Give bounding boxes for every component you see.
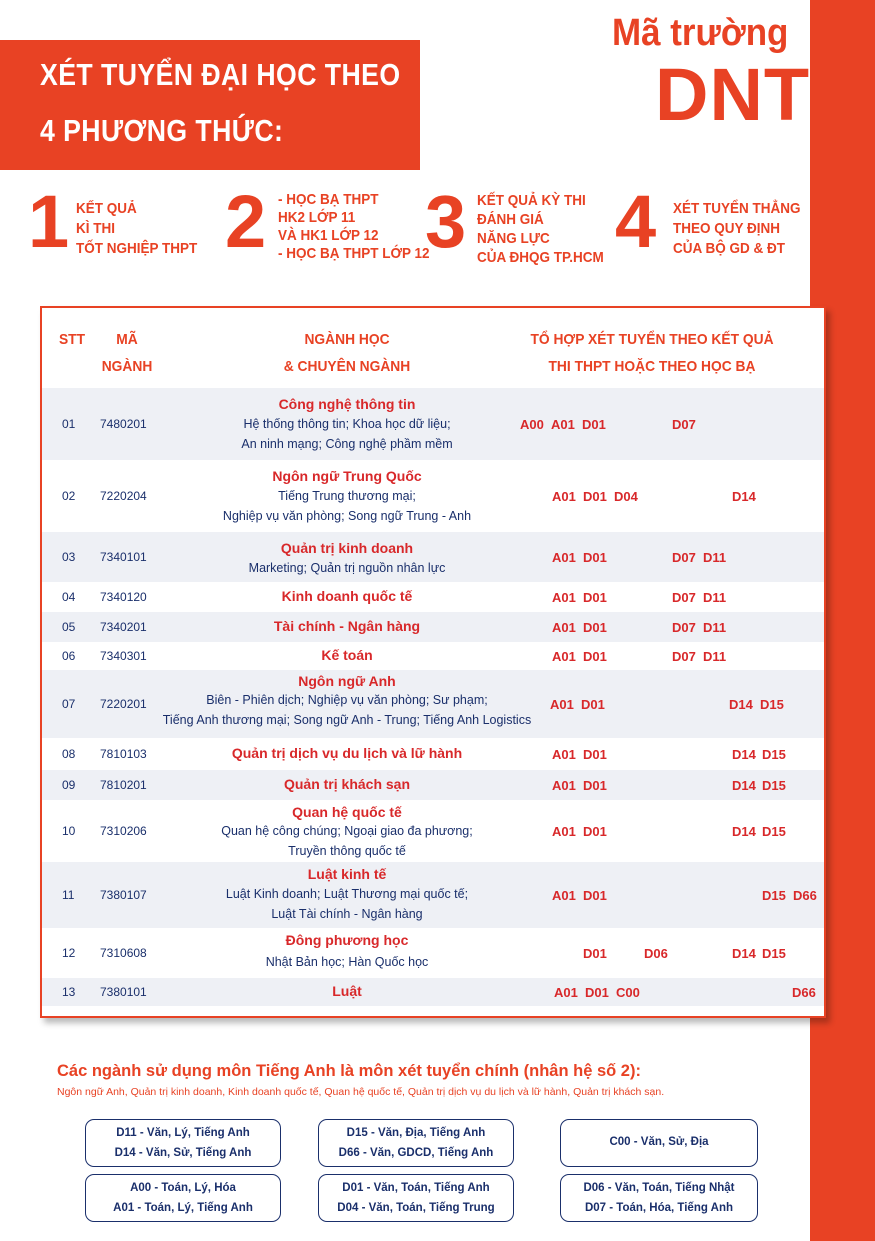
row-specializations: Marketing; Quản trị nguồn nhân lực xyxy=(248,561,446,575)
table-row xyxy=(42,738,824,770)
row-major-code: 7480201 xyxy=(100,417,147,431)
row-combination-code: D15 xyxy=(762,747,786,762)
header-major-name: NGÀNH HỌC & CHUYÊN NGÀNH xyxy=(283,331,411,375)
row-combination-code: D01 xyxy=(583,489,607,504)
row-combination-code: D14 xyxy=(732,747,756,762)
row-specializations: Hệ thống thông tin; Khoa học dữ liệu; xyxy=(243,417,451,431)
row-specializations: Truyền thông quốc tế xyxy=(288,844,406,858)
row-combination-code: A01 xyxy=(552,620,576,635)
row-major-name: Ngôn ngữ Trung Quốc xyxy=(272,468,422,484)
row-major-name: Đông phương học xyxy=(285,932,409,948)
row-combination-code: D15 xyxy=(762,778,786,793)
row-stt: 10 xyxy=(62,824,76,838)
legend-box-d06-d07 xyxy=(560,1174,758,1222)
header-combinations: TỔ HỢP XÉT TUYỂN THEO KẾT QUẢ THI THPT HOẶC THEO HỌC BẠ xyxy=(530,331,774,375)
method-number: 2 xyxy=(225,180,267,263)
legend-line: D11 - Văn, Lý, Tiếng Anh xyxy=(116,1127,250,1139)
method-3 xyxy=(425,180,615,270)
header-title-line1: XÉT TUYỂN ĐẠI HỌC THEO xyxy=(40,57,401,92)
table-row xyxy=(42,388,824,460)
row-combination-code: D01 xyxy=(583,778,607,793)
method-1 xyxy=(28,180,218,270)
row-stt: 09 xyxy=(62,778,76,792)
row-combination-code: D01 xyxy=(583,824,607,839)
row-major-name: Quản trị dịch vụ du lịch và lữ hành xyxy=(231,745,463,761)
row-stt: 11 xyxy=(62,888,75,902)
legend-box-d15-d66 xyxy=(318,1119,514,1167)
row-combination-code: D01 xyxy=(583,550,607,565)
row-major-name: Ngôn ngữ Anh xyxy=(298,673,396,689)
row-major-code: 7380107 xyxy=(100,888,147,902)
row-combination-code: A01 xyxy=(552,649,576,664)
row-combination-code: A01 xyxy=(550,697,574,712)
row-combination-code: D07 xyxy=(672,649,696,664)
row-combination-code: A01 xyxy=(554,985,578,1000)
header-banner xyxy=(0,40,420,170)
row-combination-code: D01 xyxy=(585,985,609,1000)
header-title-line2: 4 PHƯƠNG THỨC: xyxy=(40,113,284,148)
legend-box-c00 xyxy=(560,1119,758,1167)
header-stt: STT xyxy=(58,331,86,348)
method-4 xyxy=(615,180,810,270)
row-stt: 05 xyxy=(62,620,76,634)
row-major-code: 7310608 xyxy=(100,946,147,960)
row-major-name: Luật kinh tế xyxy=(307,866,387,882)
table-row xyxy=(42,532,824,582)
table-row xyxy=(42,800,824,862)
english-weight-note-text: Ngôn ngữ Anh, Quản trị kinh doanh, Kinh doanh quốc tế, Quan hệ quốc tế, Quản trị dịch vụ du lịch và lữ hành, Quản trị khách sạn. xyxy=(57,1086,665,1098)
row-specializations: Tiếng Trung thương mại; xyxy=(278,489,416,503)
legend-line: A00 - Toán, Lý, Hóa xyxy=(130,1182,236,1194)
row-major-name: Kế toán xyxy=(321,647,373,663)
row-major-name: Luật xyxy=(332,983,362,999)
row-stt: 12 xyxy=(62,946,76,960)
row-combination-code: D15 xyxy=(762,946,786,961)
row-major-name: Kinh doanh quốc tế xyxy=(281,588,413,604)
row-combination-code: D14 xyxy=(729,697,753,712)
row-major-name: Tài chính - Ngân hàng xyxy=(273,618,421,634)
row-combination-code: D14 xyxy=(732,824,756,839)
row-major-code: 7310206 xyxy=(100,824,147,838)
table-row xyxy=(42,978,824,1006)
row-combination-code: A01 xyxy=(552,590,576,605)
row-combination-code: A00 xyxy=(520,417,544,432)
row-combination-code: D01 xyxy=(583,946,607,961)
row-combination-code: A01 xyxy=(552,778,576,793)
row-combination-code: A01 xyxy=(552,824,576,839)
row-major-code: 7340120 xyxy=(100,590,147,604)
row-major-code: 7220204 xyxy=(100,489,147,503)
method-text: - HỌC BẠ THPT HK2 LỚP 11 VÀ HK1 LỚP 12 - HỌC BẠ THPT LỚP 12 xyxy=(278,191,430,262)
row-stt: 08 xyxy=(62,747,76,761)
row-combination-code: D14 xyxy=(732,489,756,504)
row-combination-code: D07 xyxy=(672,550,696,565)
table-row xyxy=(42,612,824,642)
table-row xyxy=(42,642,824,670)
table-row xyxy=(42,582,824,612)
row-combination-code: D01 xyxy=(583,620,607,635)
legend-line: D14 - Văn, Sử, Tiếng Anh xyxy=(114,1147,252,1159)
row-stt: 01 xyxy=(62,417,76,431)
row-combination-code: D07 xyxy=(672,590,696,605)
legend-line: A01 - Toán, Lý, Tiếng Anh xyxy=(113,1202,253,1214)
row-specializations: Quan hệ công chúng; Ngoại giao đa phương; xyxy=(221,824,473,838)
legend-line: D01 - Văn, Toán, Tiếng Anh xyxy=(342,1182,490,1194)
row-combination-code: A01 xyxy=(552,489,576,504)
row-major-code: 7380101 xyxy=(100,985,147,999)
row-combination-code: C00 xyxy=(616,985,640,1000)
row-combination-code: D01 xyxy=(583,888,607,903)
row-major-name: Quan hệ quốc tế xyxy=(292,804,402,820)
legend-box-a00-a01 xyxy=(85,1174,281,1222)
row-combination-code: D11 xyxy=(703,550,727,565)
row-major-code: 7340201 xyxy=(100,620,147,634)
legend-line: D06 - Văn, Toán, Tiếng Nhật xyxy=(583,1182,735,1194)
table-row xyxy=(42,770,824,800)
row-combination-code: D07 xyxy=(672,417,696,432)
row-combination-code: A01 xyxy=(552,747,576,762)
legend-line: C00 - Văn, Sử, Địa xyxy=(609,1136,709,1148)
row-combination-code: D07 xyxy=(672,620,696,635)
row-specializations: Tiếng Anh thương mại; Song ngữ Anh - Trung; Tiếng Anh Logistics xyxy=(162,713,532,727)
row-combination-code: D11 xyxy=(703,590,727,605)
row-combination-code: A01 xyxy=(551,417,575,432)
row-combination-code: D11 xyxy=(703,649,727,664)
row-combination-code: D14 xyxy=(732,778,756,793)
legend-line: D15 - Văn, Địa, Tiếng Anh xyxy=(346,1127,486,1139)
row-combination-code: D66 xyxy=(793,888,817,903)
row-combination-code: D15 xyxy=(760,697,784,712)
majors-table xyxy=(40,306,826,1018)
row-combination-code: D01 xyxy=(582,417,606,432)
row-specializations: Luật Kinh doanh; Luật Thương mại quốc tế; xyxy=(225,887,469,901)
row-specializations: Nhật Bản học; Hàn Quốc học xyxy=(265,955,429,969)
legend-box-d01-d04 xyxy=(318,1174,514,1222)
row-combination-code: D15 xyxy=(762,888,786,903)
table-row xyxy=(42,460,824,532)
method-text: KẾT QUẢ KỲ THI ĐÁNH GIÁ NĂNG LỰC CỦA ĐHQG TP.HCM xyxy=(477,192,604,266)
school-code-value: DNT xyxy=(655,53,811,136)
method-number: 4 xyxy=(615,180,657,263)
row-specializations: An ninh mạng; Công nghệ phầm mềm xyxy=(241,437,453,451)
table-row xyxy=(42,928,824,978)
legend-line: D04 - Văn, Toán, Tiếng Trung xyxy=(337,1202,495,1214)
row-specializations: Nghiệp vụ văn phòng; Song ngữ Trung - Anh xyxy=(222,509,472,523)
row-stt: 03 xyxy=(62,550,76,564)
row-stt: 06 xyxy=(62,649,76,663)
row-specializations: Biên - Phiên dịch; Nghiệp vụ văn phòng; Sư phạm; xyxy=(206,693,488,707)
row-combination-code: A01 xyxy=(552,888,576,903)
row-major-name: Quản trị khách sạn xyxy=(283,776,411,792)
legend-line: D66 - Văn, GDCD, Tiếng Anh xyxy=(338,1147,494,1159)
method-text: XÉT TUYỂN THẲNG THEO QUY ĐỊNH CỦA BỘ GD & ĐT xyxy=(673,200,801,257)
row-stt: 04 xyxy=(62,590,76,604)
row-combination-code: D15 xyxy=(762,824,786,839)
legend-line: D07 - Toán, Hóa, Tiếng Anh xyxy=(584,1202,734,1214)
header-major-code: MÃ NGÀNH xyxy=(101,331,153,375)
row-combination-code: D11 xyxy=(703,620,727,635)
table-row xyxy=(42,670,824,738)
row-major-name: Quản trị kinh doanh xyxy=(280,540,414,556)
row-combination-code: D04 xyxy=(614,489,638,504)
row-stt: 13 xyxy=(62,985,76,999)
row-combination-code: D66 xyxy=(792,985,816,1000)
row-combination-code: D01 xyxy=(583,747,607,762)
method-number: 1 xyxy=(28,180,70,263)
school-code-label: Mã trường xyxy=(612,12,789,54)
method-text: KẾT QUẢ KÌ THI TỐT NGHIỆP THPT xyxy=(76,200,198,257)
row-combination-code: D14 xyxy=(732,946,756,961)
method-2 xyxy=(225,180,430,270)
row-combination-code: D01 xyxy=(581,697,605,712)
legend-box-d11-d14 xyxy=(85,1119,281,1167)
row-stt: 07 xyxy=(62,697,76,711)
english-weight-note-title: Các ngành sử dụng môn Tiếng Anh là môn xét tuyển chính (nhân hệ số 2): xyxy=(57,1062,641,1080)
row-major-code: 7220201 xyxy=(100,697,147,711)
table-row xyxy=(42,862,824,928)
row-stt: 02 xyxy=(62,489,76,503)
method-number: 3 xyxy=(425,180,467,263)
row-major-code: 7810103 xyxy=(100,747,147,761)
row-major-code: 7810201 xyxy=(100,778,147,792)
row-major-code: 7340301 xyxy=(100,649,147,663)
row-major-code: 7340101 xyxy=(100,550,147,564)
row-combination-code: D01 xyxy=(583,590,607,605)
row-specializations: Luật Tài chính - Ngân hàng xyxy=(271,907,423,921)
row-major-name: Công nghệ thông tin xyxy=(278,396,416,412)
row-combination-code: A01 xyxy=(552,550,576,565)
row-combination-code: D06 xyxy=(644,946,668,961)
row-combination-code: D01 xyxy=(583,649,607,664)
